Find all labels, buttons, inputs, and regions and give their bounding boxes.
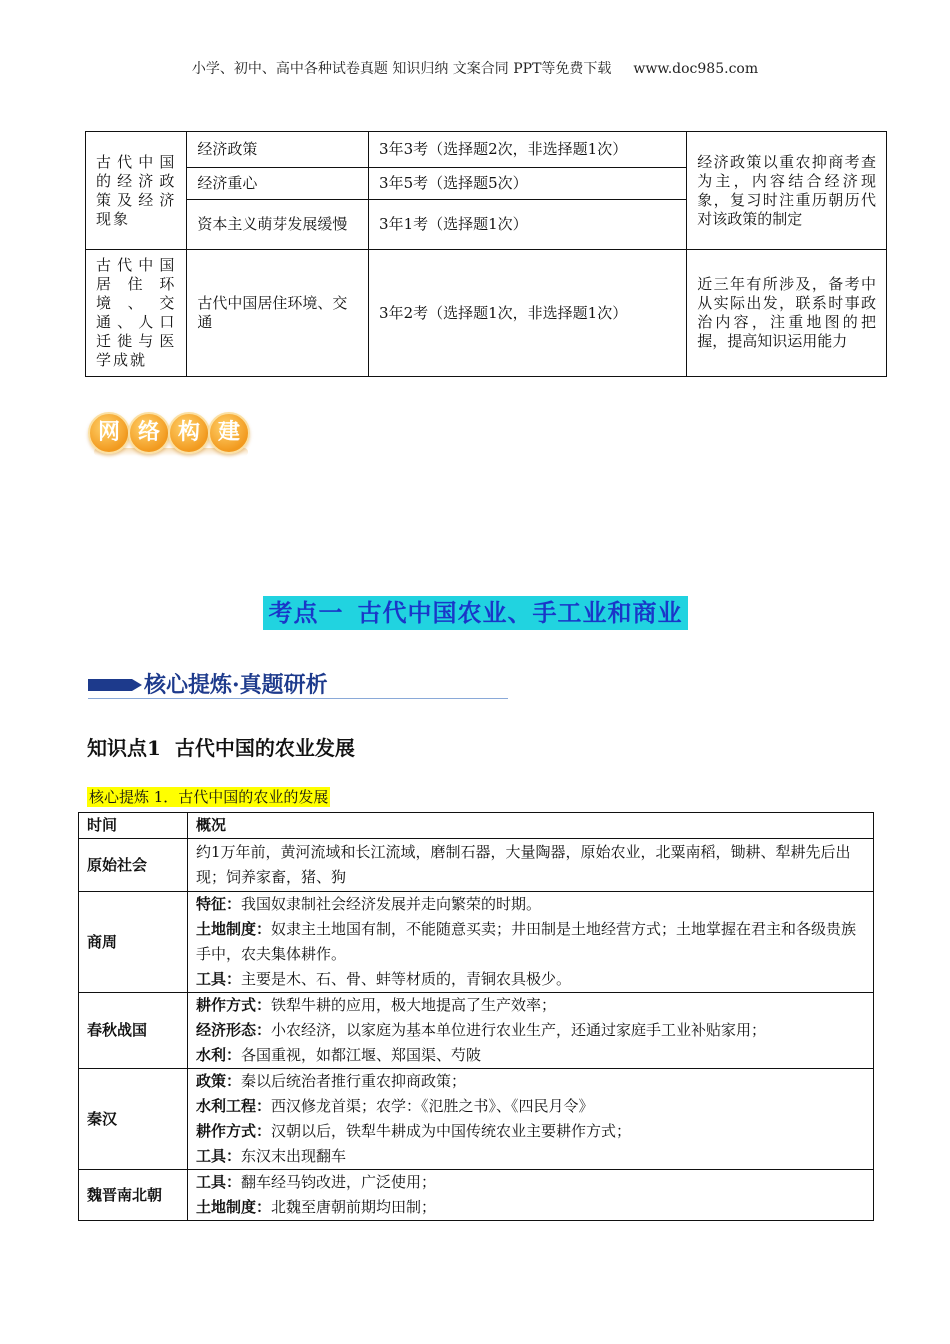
table-row: [79, 839, 874, 892]
exam-point-cell: 古代中国居住环境、交通: [187, 250, 369, 377]
time-cell: 原始社会: [79, 839, 188, 892]
overview-key: 工具：: [196, 970, 242, 988]
overview-line: [196, 1170, 865, 1195]
overview-text: 汉朝以后，铁犁牛耕成为中国传统农业主要耕作方式；: [271, 1122, 632, 1140]
exam-point-cell: 资本主义萌芽发展缓慢: [187, 200, 369, 250]
exam-point-cell: 经济重心: [187, 168, 369, 200]
overview-text: 奴隶主土地国有制，不能随意买卖；井田制是土地经营方式；土地掌握在君主和各级贵族手中，农夫集体耕作。: [196, 920, 857, 963]
section-bar-arrow-icon: [88, 679, 132, 691]
kaodian-prefix: 考点一: [268, 598, 344, 627]
table-row: [79, 892, 874, 993]
header-time: 时间: [79, 813, 188, 839]
overview-text: 小农经济，以家庭为基本单位进行农业生产，还通过家庭手工业补贴家用；: [271, 1021, 767, 1039]
overview-line: [196, 840, 865, 890]
header-text: 小学、初中、高中各种试卷真题 知识归纳 文案合同 PPT等免费下载: [191, 61, 612, 77]
kp-text: 古代中国的农业发展: [174, 736, 355, 760]
exam-advice-cell: 经济政策以重农抑商考查为主，内容结合经济现象，复习时注重历朝历代对该政策的制定: [687, 132, 887, 250]
overview-cell: [188, 1170, 874, 1221]
knowledge-point-title: [87, 732, 355, 761]
overview-text: 西汉修龙首渠；农学：《氾胜之书》、《四民月令》: [271, 1097, 594, 1115]
overview-cell: [188, 1069, 874, 1170]
badge-char: 建: [208, 412, 250, 454]
badge-char: 构: [168, 412, 210, 454]
overview-line: [196, 917, 865, 967]
overview-key: 特征：: [196, 895, 242, 913]
exam-count-cell: 3年2考（选择题1次，非选择题1次）: [369, 250, 687, 377]
overview-line: [196, 1094, 865, 1119]
exam-topic-cell: 古代中国居住环境、交通、人口迁徙与医学成就: [86, 250, 187, 377]
core-label: 核心提炼 1．古代中国的农业的发展: [89, 788, 329, 806]
section-bar-text: 核心提炼·真题研析: [144, 672, 328, 698]
time-cell: 商周: [79, 892, 188, 993]
overview-text: 主要是木、石、骨、蚌等材质的，青铜农具极少。: [241, 970, 572, 988]
overview-line: [196, 993, 865, 1018]
overview-line: [196, 1043, 865, 1068]
overview-key: 经济形态：: [196, 1021, 272, 1039]
kp-num: 1: [147, 736, 161, 760]
overview-text: 约1万年前，黄河流域和长江流域，磨制石器，大量陶器，原始农业，北粟南稻，锄耕、犁耕先后出现；饲养家畜，猪、狗: [196, 843, 851, 886]
overview-key: 耕作方式：: [196, 1122, 272, 1140]
kaodian-title: [263, 596, 688, 630]
overview-line: [196, 1018, 865, 1043]
badge-char: 网: [88, 412, 130, 454]
overview-cell: [188, 892, 874, 993]
overview-line: [196, 1144, 865, 1169]
overview-text: 东汉末出现翻车: [241, 1147, 347, 1165]
time-cell: 秦汉: [79, 1069, 188, 1170]
time-cell: 春秋战国: [79, 993, 188, 1069]
table-row: [79, 1170, 874, 1221]
overview-cell: [188, 993, 874, 1069]
overview-text: 铁犁牛耕的应用，极大地提高了生产效率；: [271, 996, 557, 1014]
overview-text: 翻车经马钧改进，广泛使用；: [241, 1173, 437, 1191]
header-overview: 概况: [188, 813, 874, 839]
overview-line: [196, 1119, 865, 1144]
network-badge: [88, 408, 253, 456]
overview-key: 土地制度：: [196, 920, 272, 938]
exam-point-cell: 经济政策: [187, 132, 369, 168]
overview-line: [196, 892, 865, 917]
page-header: [0, 58, 950, 78]
kp-prefix: 知识点: [87, 736, 147, 760]
overview-line: [196, 967, 865, 992]
overview-text: 秦以后统治者推行重农抑商政策；: [241, 1072, 467, 1090]
overview-text: 我国奴隶制社会经济发展并走向繁荣的时期。: [241, 895, 542, 913]
overview-text: 各国重视，如都江堰、郑国渠、芍陂: [241, 1046, 482, 1064]
agriculture-table: [78, 812, 874, 1221]
overview-line: [196, 1069, 865, 1094]
table-row: [79, 1069, 874, 1170]
header-site: www.doc985.com: [633, 61, 759, 77]
exam-count-cell: 3年1考（选择题1次）: [369, 200, 687, 250]
exam-topic-cell: 古代中国的经济政策及经济现象: [86, 132, 187, 250]
badge-char: 络: [128, 412, 170, 454]
overview-key: 耕作方式：: [196, 996, 272, 1014]
exam-frequency-table: [85, 131, 887, 377]
overview-key: 工具：: [196, 1173, 242, 1191]
table-row: [79, 993, 874, 1069]
overview-key: 水利：: [196, 1046, 242, 1064]
time-cell: 魏晋南北朝: [79, 1170, 188, 1221]
overview-key: 工具：: [196, 1147, 242, 1165]
overview-key: 政策：: [196, 1072, 242, 1090]
overview-line: [196, 1195, 865, 1220]
overview-key: 土地制度：: [196, 1198, 272, 1216]
overview-cell: [188, 839, 874, 892]
overview-key: 水利工程：: [196, 1097, 272, 1115]
kaodian-text: 古代中国农业、手工业和商业: [357, 598, 683, 627]
section-bar: [88, 672, 508, 699]
overview-text: 北魏至唐朝前期均田制；: [271, 1198, 437, 1216]
exam-count-cell: 3年5考（选择题5次）: [369, 168, 687, 200]
exam-advice-cell: 近三年有所涉及，备考中从实际出发，联系时事政治内容，注重地图的把握，提高知识运用能力: [687, 250, 887, 377]
exam-count-cell: 3年3考（选择题2次，非选择题1次）: [369, 132, 687, 168]
